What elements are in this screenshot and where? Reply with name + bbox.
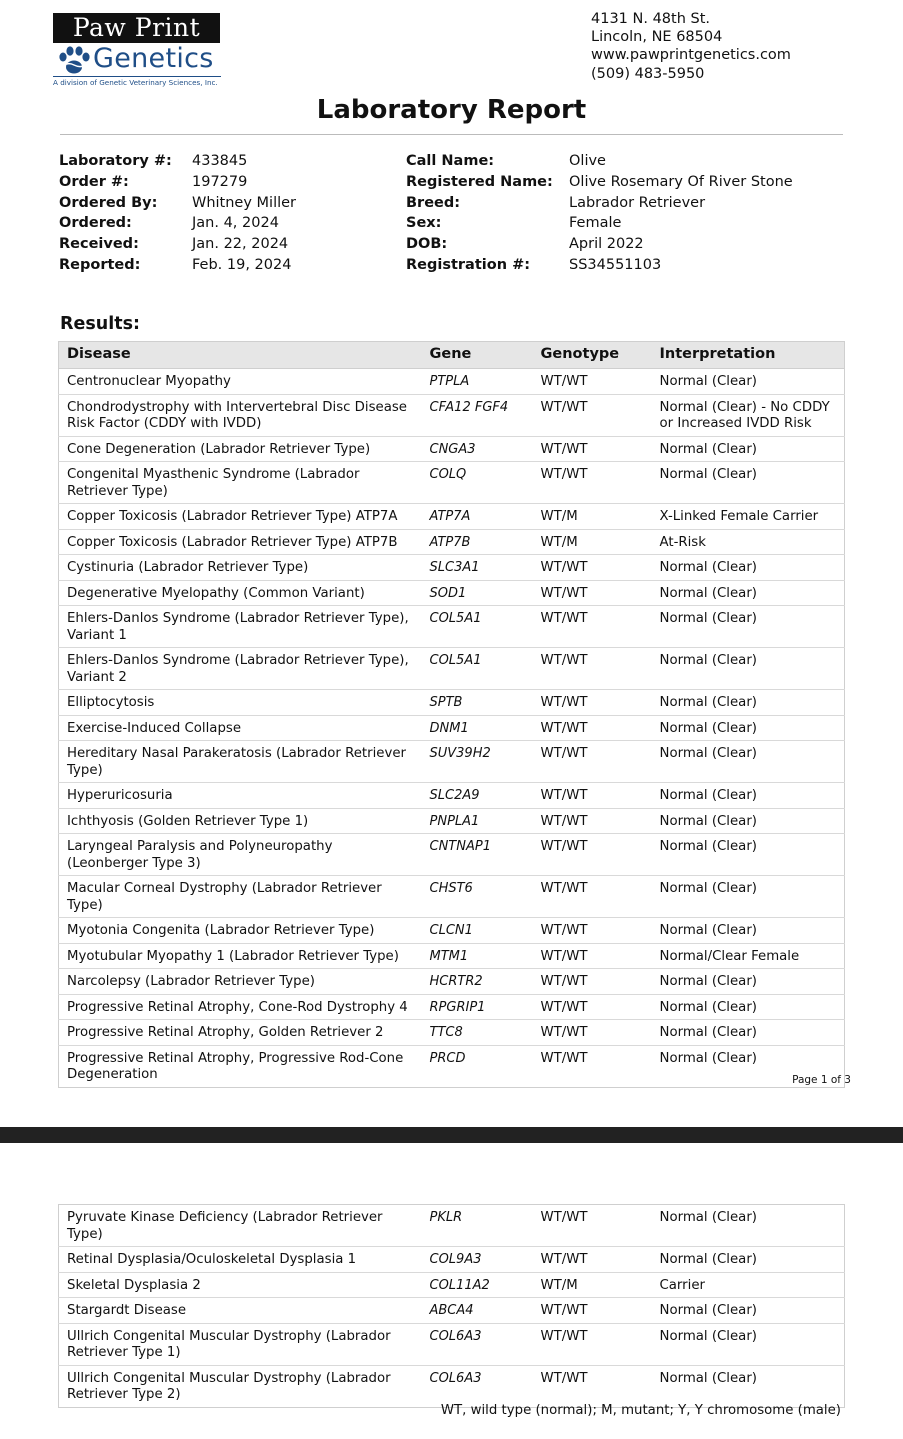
registered-name-value: Olive Rosemary Of River Stone <box>569 173 793 190</box>
ordered-by-value: Whitney Miller <box>192 194 297 211</box>
gene-cell: ATP7A <box>422 504 533 530</box>
table-row <box>59 394 845 436</box>
dog-info-labels <box>406 151 553 276</box>
interpretation-cell: Normal (Clear) - No CDDY or Increased IVDD Risk <box>652 394 845 436</box>
table-row <box>59 436 845 462</box>
table-row <box>59 1298 845 1324</box>
gene-cell: COL6A3 <box>429 1370 482 1386</box>
disease-cell: Ehlers-Danlos Syndrome (Labrador Retriever Type), Variant 2 <box>59 648 422 690</box>
page-number: Page 1 of 3 <box>792 1074 851 1086</box>
genotype-cell: WT/WT <box>533 918 652 944</box>
interpretation-cell: Normal (Clear) <box>652 876 845 918</box>
interpretation-cell: Normal (Clear) <box>652 918 845 944</box>
disease-cell: Skeletal Dysplasia 2 <box>59 1272 422 1298</box>
genotype-legend-footnote: WT, wild type (normal); M, mutant; Y, Y chromosome (male) <box>440 1403 841 1418</box>
address-website: www.pawprintgenetics.com <box>591 47 791 64</box>
disease-cell: Progressive Retinal Atrophy, Progressive Rod-Cone Degeneration <box>67 1050 404 1082</box>
interpretation-cell: Normal (Clear) <box>652 690 845 716</box>
gene-cell: PTPLA <box>422 369 533 395</box>
page-break-divider <box>0 1127 903 1143</box>
results-table-continued <box>58 1204 845 1408</box>
genotype-cell: WT/WT <box>540 1370 588 1386</box>
disease-cell: Cone Degeneration (Labrador Retriever Type) <box>59 436 422 462</box>
gene-cell: HCRTR2 <box>422 969 533 995</box>
table-row <box>59 943 845 969</box>
interpretation-cell: Normal (Clear) <box>652 741 845 783</box>
table-row <box>59 1045 845 1087</box>
info-label: Registration #: <box>406 256 531 273</box>
gene-cell: CLCN1 <box>422 918 533 944</box>
column-header-genotype: Genotype <box>533 342 652 369</box>
disease-cell: Ehlers-Danlos Syndrome (Labrador Retriever Type), Variant 1 <box>59 606 422 648</box>
gene-cell: MTM1 <box>422 943 533 969</box>
results-table <box>58 341 845 1088</box>
page-title: Laboratory Report <box>316 95 587 125</box>
table-row <box>59 648 845 690</box>
lab-number-value: 433845 <box>192 153 248 169</box>
gene-cell: COL5A1 <box>422 606 533 648</box>
disease-cell: Retinal Dysplasia/Oculoskeletal Dysplasia 1 <box>59 1247 422 1273</box>
genotype-cell: WT/WT <box>533 1205 652 1247</box>
genotype-cell: WT/WT <box>533 715 652 741</box>
interpretation-cell: Normal (Clear) <box>652 555 845 581</box>
genotype-cell: WT/WT <box>533 555 652 581</box>
disease-cell: Cystinuria (Labrador Retriever Type) <box>59 555 422 581</box>
gene-cell: COL11A2 <box>422 1272 533 1298</box>
title-divider <box>60 134 843 135</box>
gene-cell: CNTNAP1 <box>422 834 533 876</box>
gene-cell: PNPLA1 <box>422 808 533 834</box>
column-header-interpretation: Interpretation <box>652 342 845 369</box>
interpretation-cell: Normal (Clear) <box>652 783 845 809</box>
disease-cell: Chondrodystrophy with Intervertebral Disc Disease Risk Factor (CDDY with IVDD) <box>59 394 422 436</box>
info-label: Registered Name: <box>406 173 553 190</box>
registration-number-value: SS34551103 <box>569 256 662 273</box>
info-label: Received: <box>59 236 139 253</box>
address-phone: (509) 483-5950 <box>591 65 705 82</box>
genotype-cell: WT/WT <box>533 1020 652 1046</box>
info-label: Laboratory #: <box>59 153 172 169</box>
info-label: Ordered: <box>59 215 132 232</box>
breed-value: Labrador Retriever <box>569 194 706 211</box>
disease-cell: Macular Corneal Dystrophy (Labrador Retriever Type) <box>59 876 422 918</box>
table-row <box>59 555 845 581</box>
disease-cell: Copper Toxicosis (Labrador Retriever Type) ATP7A <box>59 504 422 530</box>
gene-cell: CNGA3 <box>422 436 533 462</box>
gene-cell: COL6A3 <box>422 1323 533 1365</box>
table-row <box>59 1247 845 1273</box>
interpretation-cell: Normal (Clear) <box>652 1298 845 1324</box>
interpretation-cell: X-Linked Female Carrier <box>652 504 845 530</box>
interpretation-cell: Normal (Clear) <box>652 834 845 876</box>
table-row <box>59 580 845 606</box>
genotype-cell: WT/M <box>533 529 652 555</box>
disease-cell: Exercise-Induced Collapse <box>59 715 422 741</box>
genotype-cell: WT/WT <box>533 462 652 504</box>
company-logo <box>53 13 223 87</box>
call-name-value: Olive <box>569 153 606 169</box>
table-row <box>59 969 845 995</box>
gene-cell: SLC3A1 <box>422 555 533 581</box>
table-row <box>59 529 845 555</box>
table-row <box>59 1365 845 1407</box>
disease-cell: Congenital Myasthenic Syndrome (Labrador Retriever Type) <box>59 462 422 504</box>
gene-cell: CHST6 <box>422 876 533 918</box>
interpretation-cell: Normal (Clear) <box>652 994 845 1020</box>
column-header-gene: Gene <box>422 342 533 369</box>
genotype-cell: WT/WT <box>533 783 652 809</box>
table-row <box>59 918 845 944</box>
gene-cell: ABCA4 <box>422 1298 533 1324</box>
info-label: Order #: <box>59 173 129 190</box>
address-street: 4131 N. 48th St. <box>591 11 711 27</box>
interpretation-cell: Normal (Clear) <box>659 1050 757 1066</box>
interpretation-cell: Normal (Clear) <box>652 1205 845 1247</box>
table-row <box>59 741 845 783</box>
interpretation-cell: Normal (Clear) <box>652 715 845 741</box>
info-label: Breed: <box>406 194 461 211</box>
disease-cell: Copper Toxicosis (Labrador Retriever Type) ATP7B <box>59 529 422 555</box>
disease-cell: Progressive Retinal Atrophy, Golden Retriever 2 <box>59 1020 422 1046</box>
paw-print-icon <box>56 43 92 77</box>
disease-cell: Degenerative Myelopathy (Common Variant) <box>59 580 422 606</box>
genotype-cell: WT/WT <box>533 943 652 969</box>
disease-cell: Hereditary Nasal Parakeratosis (Labrador Retriever Type) <box>59 741 422 783</box>
interpretation-cell: Normal (Clear) <box>659 1370 757 1386</box>
genotype-cell: WT/WT <box>533 436 652 462</box>
interpretation-cell: Normal (Clear) <box>652 369 845 395</box>
genotype-cell: WT/WT <box>533 369 652 395</box>
gene-cell: COLQ <box>422 462 533 504</box>
lab-address <box>591 10 791 83</box>
genotype-cell: WT/WT <box>533 1298 652 1324</box>
sex-value: Female <box>569 215 622 232</box>
address-city: Lincoln, NE 68504 <box>591 29 723 46</box>
interpretation-cell: At-Risk <box>652 529 845 555</box>
interpretation-cell: Normal (Clear) <box>652 436 845 462</box>
interpretation-cell: Normal (Clear) <box>652 462 845 504</box>
table-row <box>59 1272 845 1298</box>
column-header-disease: Disease <box>59 342 422 369</box>
disease-cell: Pyruvate Kinase Deficiency (Labrador Retriever Type) <box>59 1205 422 1247</box>
gene-cell: SLC2A9 <box>422 783 533 809</box>
genotype-cell: WT/WT <box>533 1323 652 1365</box>
genotype-cell: WT/WT <box>533 394 652 436</box>
order-number-value: 197279 <box>192 173 248 190</box>
gene-cell: DNM1 <box>422 715 533 741</box>
gene-cell: ATP7B <box>422 529 533 555</box>
interpretation-cell: Normal (Clear) <box>652 606 845 648</box>
results-table-body <box>59 369 845 1088</box>
genotype-cell: WT/WT <box>533 648 652 690</box>
table-row <box>59 1205 845 1247</box>
disease-cell: Myotonia Congenita (Labrador Retriever Type) <box>59 918 422 944</box>
disease-cell: Progressive Retinal Atrophy, Cone-Rod Dystrophy 4 <box>59 994 422 1020</box>
interpretation-cell: Normal (Clear) <box>652 1020 845 1046</box>
table-row <box>59 876 845 918</box>
table-row <box>59 715 845 741</box>
table-row <box>59 690 845 716</box>
genotype-cell: WT/WT <box>533 876 652 918</box>
genotype-cell: WT/WT <box>533 808 652 834</box>
interpretation-cell: Normal/Clear Female <box>652 943 845 969</box>
interpretation-cell: Normal (Clear) <box>652 580 845 606</box>
disease-cell: Ichthyosis (Golden Retriever Type 1) <box>59 808 422 834</box>
genotype-cell: WT/WT <box>533 741 652 783</box>
interpretation-cell: Carrier <box>652 1272 845 1298</box>
genotype-cell: WT/WT <box>540 1050 588 1066</box>
interpretation-cell: Normal (Clear) <box>652 1323 845 1365</box>
table-row <box>59 808 845 834</box>
table-row <box>59 369 845 395</box>
genotype-cell: WT/WT <box>533 1247 652 1273</box>
genotype-cell: WT/WT <box>533 834 652 876</box>
gene-cell: COL9A3 <box>422 1247 533 1273</box>
disease-cell: Ullrich Congenital Muscular Dystrophy (Labrador Retriever Type 1) <box>59 1323 422 1365</box>
table-header-row <box>59 342 845 369</box>
results-table-body <box>59 1205 845 1408</box>
genotype-cell: WT/WT <box>533 994 652 1020</box>
table-row <box>59 1323 845 1365</box>
results-heading: Results: <box>60 314 140 334</box>
table-row <box>59 504 845 530</box>
logo-top-text: Paw Print <box>53 13 220 43</box>
gene-cell: CFA12 FGF4 <box>422 394 533 436</box>
order-info-labels <box>59 151 172 276</box>
dob-value: April 2022 <box>569 236 644 253</box>
disease-cell: Elliptocytosis <box>59 690 422 716</box>
gene-cell: PKLR <box>422 1205 533 1247</box>
table-row <box>59 994 845 1020</box>
interpretation-cell: Normal (Clear) <box>652 648 845 690</box>
genotype-cell: WT/WT <box>533 690 652 716</box>
disease-cell: Centronuclear Myopathy <box>59 369 422 395</box>
ordered-date-value: Jan. 4, 2024 <box>192 215 279 232</box>
reported-date-value: Feb. 19, 2024 <box>192 256 292 273</box>
gene-cell: RPGRIP1 <box>422 994 533 1020</box>
disease-cell: Hyperuricosuria <box>59 783 422 809</box>
gene-cell: TTC8 <box>422 1020 533 1046</box>
table-row <box>59 462 845 504</box>
info-label: Ordered By: <box>59 194 158 211</box>
received-date-value: Jan. 22, 2024 <box>192 236 289 253</box>
gene-cell: SOD1 <box>422 580 533 606</box>
genotype-cell: WT/WT <box>533 606 652 648</box>
info-label: Reported: <box>59 256 141 273</box>
disease-cell: Myotubular Myopathy 1 (Labrador Retriever Type) <box>59 943 422 969</box>
order-info-values <box>192 151 296 276</box>
genotype-cell: WT/WT <box>533 580 652 606</box>
table-row <box>59 834 845 876</box>
table-row <box>59 606 845 648</box>
info-label: Sex: <box>406 215 442 232</box>
disease-cell: Stargardt Disease <box>59 1298 422 1324</box>
logo-bottom-text: Genetics <box>93 43 214 74</box>
info-label: DOB: <box>406 236 448 253</box>
disease-cell: Laryngeal Paralysis and Polyneuropathy (Leonberger Type 3) <box>59 834 422 876</box>
genotype-cell: WT/M <box>533 504 652 530</box>
table-row <box>59 1020 845 1046</box>
gene-cell: SUV39H2 <box>422 741 533 783</box>
gene-cell: PRCD <box>429 1050 466 1066</box>
interpretation-cell: Normal (Clear) <box>652 969 845 995</box>
logo-tagline: A division of Genetic Veterinary Sciences, Inc. <box>53 76 221 88</box>
disease-cell: Narcolepsy (Labrador Retriever Type) <box>59 969 422 995</box>
dog-info-values <box>569 151 793 276</box>
interpretation-cell: Normal (Clear) <box>652 1247 845 1273</box>
table-row <box>59 783 845 809</box>
genotype-cell: WT/WT <box>533 969 652 995</box>
disease-cell: Ullrich Congenital Muscular Dystrophy (Labrador Retriever Type 2) <box>67 1370 391 1402</box>
info-label: Call Name: <box>406 153 495 169</box>
gene-cell: COL5A1 <box>422 648 533 690</box>
genotype-cell: WT/M <box>533 1272 652 1298</box>
interpretation-cell: Normal (Clear) <box>652 808 845 834</box>
gene-cell: SPTB <box>422 690 533 716</box>
